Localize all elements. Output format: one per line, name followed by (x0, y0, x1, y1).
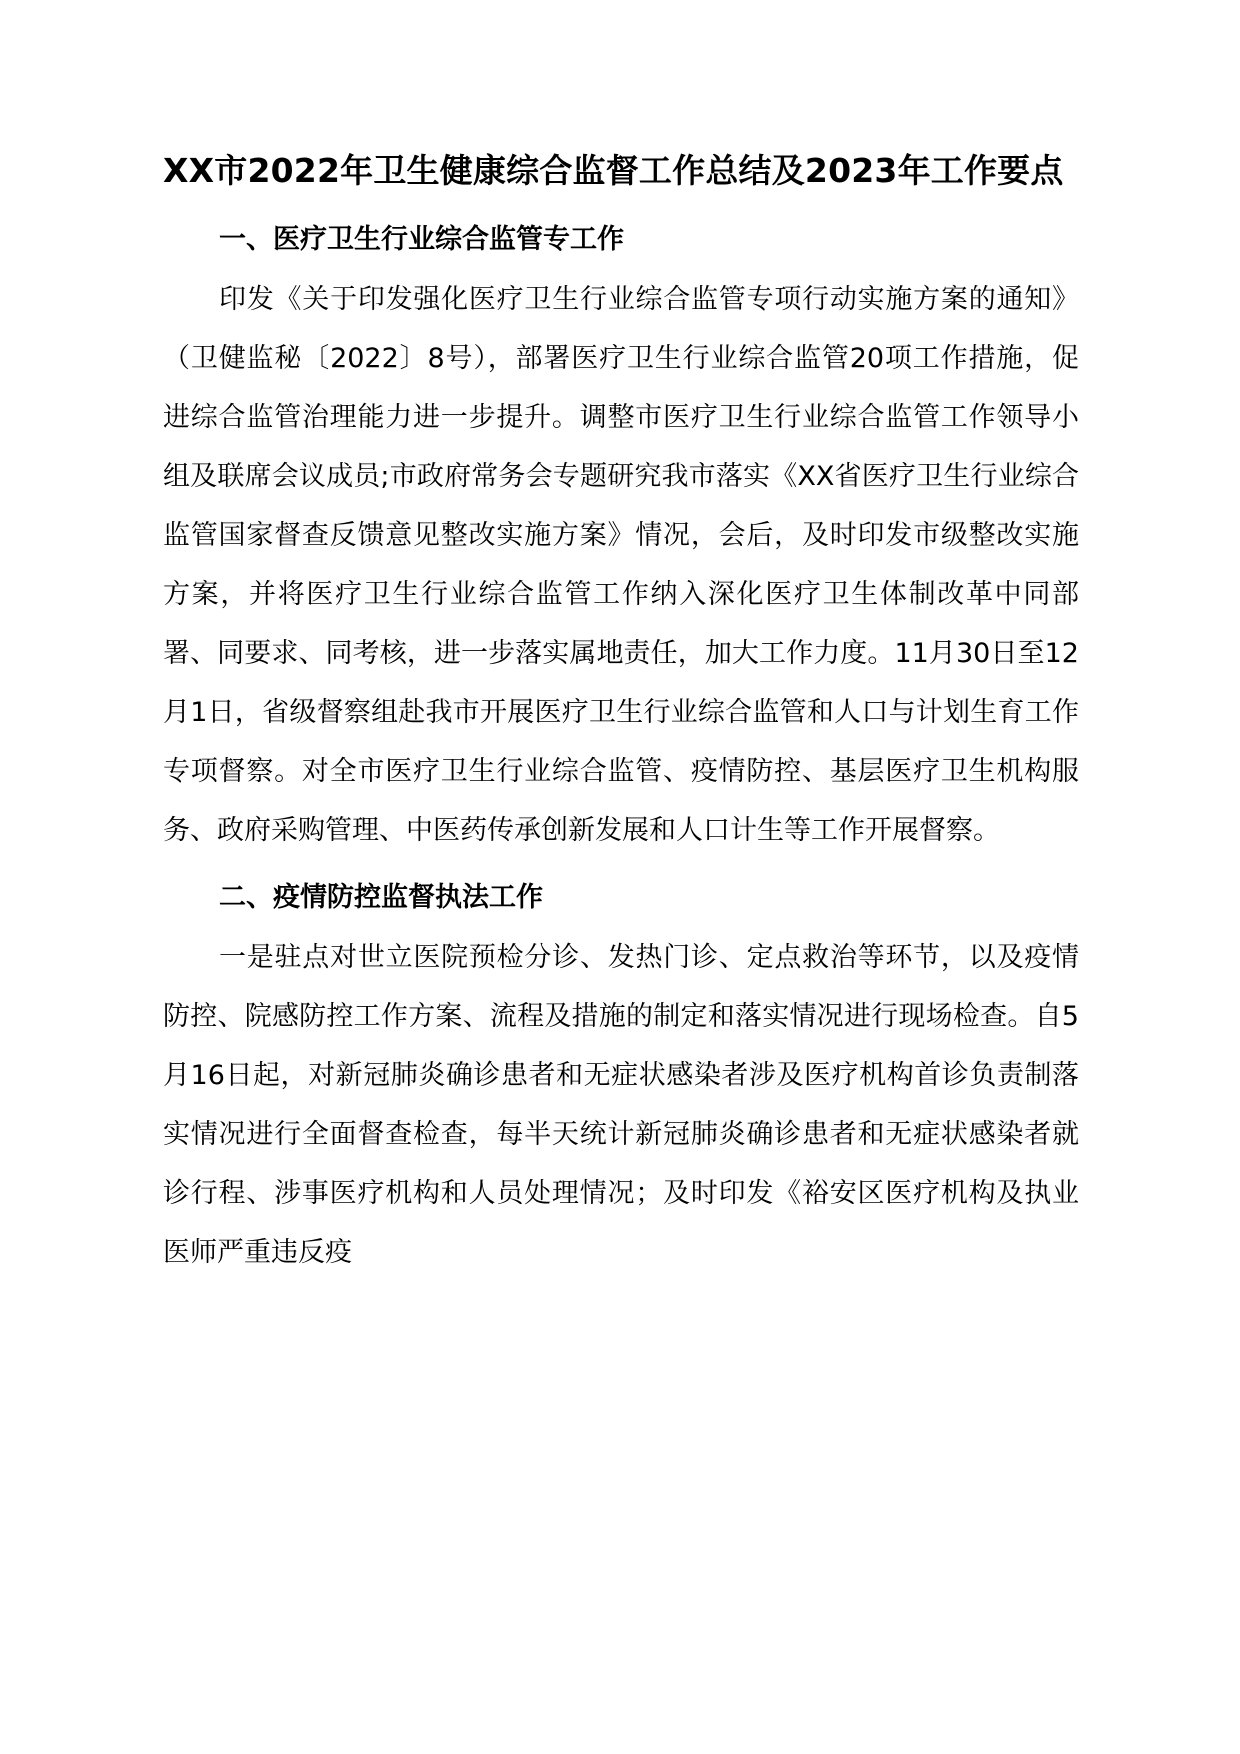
section-1-paragraph-1: 印发《关于印发强化医疗卫生行业综合监管专项行动实施方案的通知》（卫健监秘〔2022〕8号），部署医疗卫生行业综合监管20项工作措施，促进综合监管治理能力进一步提升。调整市医疗卫生行业综合监管工作领导小组及联席会议成员;市政府常务会专题研究我市落实《XX省医疗卫生行业综合监管国家督查反馈意见整改实施方案》情况，会后，及时印发市级整改实施方案，并将医疗卫生行业综合监管工作纳入深化医疗卫生体制改革中同部署、同要求、同考核，进一步落实属地责任，加大工作力度。11月30日至12月1日，省级督察组赴我市开展医疗卫生行业综合监管和人口与计划生育工作专项督察。对全市医疗卫生行业综合监管、疫情防控、基层医疗卫生机构服务、政府采购管理、中医药传承创新发展和人口计生等工作开展督察。 (163, 284, 1079, 846)
document-content (163, 140, 1079, 1284)
page-title: XX市2022年卫生健康综合监督工作总结及2023年工作要点 (163, 151, 1064, 190)
section-heading-2: 二、疫情防控监督执法工作 (219, 882, 543, 913)
section-heading-1: 一、医疗卫生行业综合监管专工作 (219, 224, 624, 255)
section-2-paragraph-1: 一是驻点对世立医院预检分诊、发热门诊、定点救治等环节，以及疫情防控、院感防控工作方案、流程及措施的制定和落实情况进行现场检查。自5月16日起，对新冠肺炎确诊患者和无症状感染者涉及医疗机构首诊负责制落实情况进行全面督查检查，每半天统计新冠肺炎确诊患者和无症状感染者就诊行程、涉事医疗机构和人员处理情况；及时印发《裕安区医疗机构及执业医师严重违反疫 (163, 942, 1079, 1268)
